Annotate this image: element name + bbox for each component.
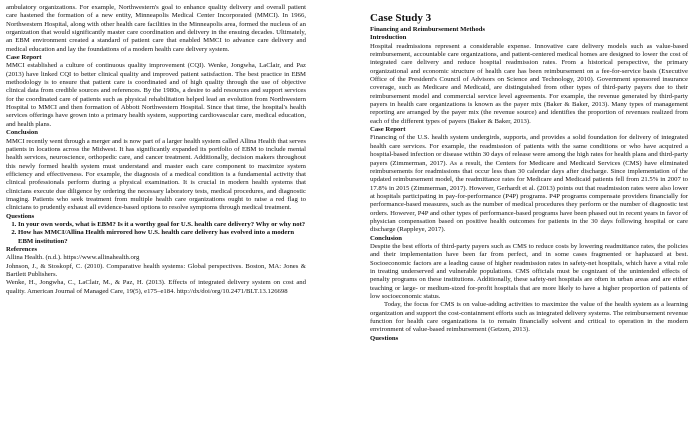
case-study-title: Case Study 3 bbox=[370, 12, 432, 24]
conclusion-paragraph: Despite the best efforts of third-party payers such as CMS to reduce costs by lowering readmittance rates, the policies and their implementation have been far from perfect, and in some cases fragmented or haphazard at best. Socioeconomic factors are a leading cause of higher readmission rates in safety-net hospitals, which have a vital role in treating underserved and vulnerable populations. CMS officials must be cognizant of the unintended effects of penalty programs on these institutions. Additionally, these safety-net hospitals are often in urban areas and are either teaching or large- or medium-sized for-profit hospitals that are more likely to have a higher proportion of patients of low socioeconomic status. bbox=[370, 242, 688, 300]
introduction-paragraph: Hospital readmissions represent a considerable expense. Innovative care delivery models such as value-based reimbursement, accountable care organizations, and patient-centered medical homes are designed to lower the cost of integrated care delivery and reduce hospital readmission rates. From a historical perspective, the primary organizational and economic structure of health care has been reimbursement on a fee-for-service basis (Executive Office of the President's Council of Advisors on Science and Technology, 2010). Government sponsored insurance coverage, such as Medicare and Medicaid, are distinguished from other types of third-party payers due to their reimbursement model and commercial service level agreements. For example, the revenue generated by third-party payers in health care organizations is known as the payer mix (Baker & Baker, 2013). Many types of management reporting are arranged by the payer mix (the revenue source) and identifies the proportion of revenues realized from each of the different types of payers (Baker & Baker, 2013). bbox=[370, 42, 688, 125]
conclusion-paragraph: MMCI recently went through a merger and is now part of a larger health system called Allina Health that serves patients in locations across the Midwest. It has significantly expanded its portfolio of EBM to include mental health services, neuroscience, orthopedic care, and cancer treatment. Additionally, decision makers throughout this newly formed health system must understand and master each care component to maximize system efficiency and effectiveness. For example, the diagnosis of a medical condition is a fundamental activity that clinical professionals perform during a physical examination. It is crucial in modern health systems that clinicians execute due diligence by ordering the necessary laboratory tests, medical procedures, and diagnostic imaging. Patients who seek treatment from multiple health care organizations ought to raise a red flag to clinicians to prudently exhaust all evidence-based options to resolve symptoms through medical treatment. bbox=[6, 137, 306, 212]
conclusion-heading: Conclusion bbox=[6, 129, 38, 137]
case-report-heading: Case Report bbox=[6, 54, 42, 62]
conclusion-paragraph-2: Today, the focus for CMS is on value-adding activities to maximize the value of the health system as a learning organization and support the cost-containment efforts such as integrated delivery systems. The reimbursement revenue function for health care organizations is to remain financially solvent and critical to operation in the modern environment of value-based reimbursement (Getzen, 2013). bbox=[370, 301, 688, 334]
introduction-heading: Introduction bbox=[370, 34, 407, 42]
questions-list bbox=[6, 221, 306, 246]
reference-item: Wenke, H., Jongwha, C., LaClair, M., & Paz, H. (2013). Effects of integrated delivery system on cost and quality. American Journal of Managed Care, 19(5), e175–e184. http://dx/doi/org/10.2471/BLT.13.126698 bbox=[6, 279, 306, 295]
questions-heading: Questions bbox=[370, 334, 399, 342]
references-heading: References bbox=[6, 245, 38, 253]
question-item: 2. How has MMCI/Allina Health mirrored how U.S. health care delivery has evolved into a modern EBM institution? bbox=[18, 229, 306, 246]
questions-heading: Questions bbox=[6, 212, 35, 220]
references-list bbox=[6, 254, 306, 296]
reference-item: Allina Health. (n.d.). https://www.allinahealth.org bbox=[6, 254, 140, 262]
left-column bbox=[6, 4, 306, 296]
case-report-heading: Case Report bbox=[370, 126, 406, 134]
intro-paragraph: ambulatory organizations. For example, Northwestern's goal to enhance quality delivery and overall patient care hastened the formation of a new entity, Minneapolis Medical Center Incorporated (MMCI). In 1966, Northwestern Hospital, along with other health care facilities in the Minneapolis area, formed the nucleus of an organization that would significantly master care coordination and delivery in the ensuing decades. Ultimately, an EBM environment created a standard of patient care that enabled MMCI to advance care delivery and medical education and lay the foundations of a modern health care delivery system. bbox=[6, 4, 306, 53]
conclusion-heading: Conclusion bbox=[370, 234, 402, 242]
question-item: 1. In your own words, what is EBM? Is it a worthy goal for U.S. health care delivery? Why or why not? bbox=[18, 221, 306, 229]
case-report-paragraph: Financing of the U.S. health system undergirds, supports, and provides a solid foundation for delivery of integrated health care services. For example, the readmission of patients with the same conditions or who have acquired a hospital-based infection or disease within 30 days of release were among the high rates for health plans and third-party payers (Zimmerman, 2017). As a result, the Centers for Medicare and Medicaid Services (CMS) have eliminated reimbursements for readmissions that occur less than 30 calendar days after discharge. Since implementation of the updated reimbursement model, the readmittance rates for Medicare and Medicaid patients fell from 21.5% in 2007 to 17.8% in 2015 (Zimmerman, 2017). However, Gerhardt et al. (2013) points out that readmission rates were also lower at hospitals participating in pay-for-performance (P4P) programs. P4P programs compensate providers financially for performance-based measures, such as the number of medical procedures they perform or the number of diagnostic test orders. However, P4P and other types of performance-based programs have been phased out in recent years in favor of physician compensation based on positive health outcomes for patients in the 30 days following hospital or care discharge (Rappleye, 2017). bbox=[370, 134, 688, 234]
right-column bbox=[370, 4, 688, 343]
reference-item: Johnson, J., & Stoskopf, C. (2010). Comparative health systems: Global perspectives. Boston, MA: Jones & Bartlett Publishers. bbox=[6, 262, 306, 278]
case-report-paragraph: MMCI established a culture of continuous quality improvement (CQI). Wenke, Jongwha, LaClair, and Paz (2013) have linked CQI to better clinical quality and improved patient satisfaction. The best practice in EBM methodology is to ensure that patient care is coordinated and of high quality through the use of objective clinical data from credible sources and references. By the 1980s, a desire to add resources and support services for the coordinated care of patients such as physical rehabilitation helped lead an evolution from Northwestern Hospital to MMCI and then formation of Abbott Northwestern Hospital. Since that time, the hospital's health services offerings have grown into a primary health system, supporting cardiovascular care, medical education, and health plans. bbox=[6, 62, 306, 128]
case-study-subtitle: Financing and Reimbursement Methods bbox=[370, 26, 485, 33]
